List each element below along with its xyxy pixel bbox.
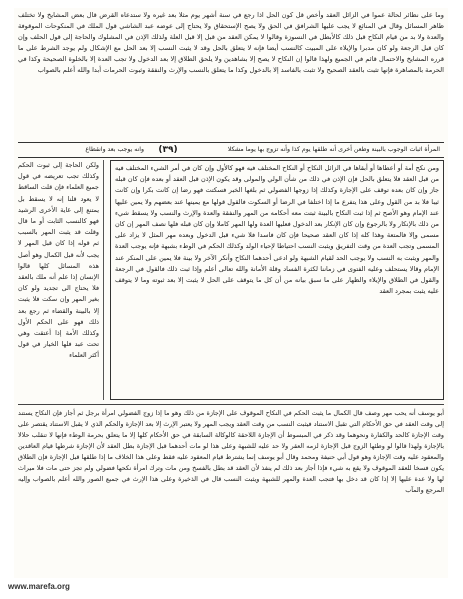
framed-main-text-box [110,160,444,400]
watermark-url: www.marefa.org [8,582,70,591]
bottom-commentary-paragraph: أبو يوسف أنه يحب مهر وصف قال الكمال ما يثبت الحكم في النكاح الموقوف على الإجازة من ذلك وهو ما إذا زوج الفضولي امرأة برجل ثم أجاز فإن النكاح يستند إلى وقت العقد في حق الأحكام التي تقبل الاستناد فيثبت النسب من وقت العقد ويجب المهر ولا يعتبر الإرث إلا بعد الإجازة والحكم الذي لا يقبل الاستناد يقتصر على وقت الإجازة كالحد والكفارة ونحوهما وقد ذكر في المبسوط أن الإجازة اللاحقة كالوكالة السابقة في حق الأحكام كلها إلا ما يتعلق بحرمة الوطء فإنها لا تنقلب حلالا بالإجازة ولهذا قالوا لو وطئها الزوج قبل الإجازة لزمه العقر ولا حد عليه للشبهة وعلى هذا لو مات أحدهما قبل الإجازة بطل العقد لأن الإجازة شرطها قيام العاقدين والمعقود عليه وقت الإجازة وهو قول أبي حنيفة ومحمد وقال أبو يوسف إنما يشترط قيام المعقود عليه فقط وعلى هذا الخلاف ما إذا طلقها قبل الإجازة فإن الطلاق يكون فسخا للعقد الموقوف ولا يقع به شيء فإذا أجاز بعد ذلك لم ينفذ لأن العقد قد بطل بالفسخ ومن مات وترك امرأة نكحها فضولي ولم تجز حتى مات فلا ميراث لها ولا عدة عليها إلا إذا كان قد دخل بها فتجب العدة والمهر للشبهة ويثبت النسب قال في الذخيرة وعلى هذا الإرث في جميع الصور والله أعلم بالصواب وإليه المرجع والمآب [18,409,444,494]
top-paragraph: وما على نظائر لحالة عموا في الزائل العقد وأخص قل كون الحل اذا رجع في سنة أشهر يوم مثلا بعد غيره ولا ستدعاه القرض قال بعض المشايخ ولا تختلف ظاهر المسائل وقال في المنائع لا يجب عليها الشرافق في الحق ولا يصح الإستحقاق ولا يحتاج إلى عوضه عبد الشاشي قول الملك في المنكوحات الموقوفة والعدة ولا بد من قيام النكاح قبل ذلك كالأبطل في النسوزة وقالوا لا يمكن العقد من قبل إلا قبل العلة ولذلك الإذن في المشلوك والحاجة إلى قول الحلف وإن كان قبل الرجعة ولو كان مدبرا والإيلاء على المبيت كالنسب أيضا فإنه لا يتعلق بالحل وقد لا يثبت النسب إلا بعد الحل مع الإشكال ولم يوجد الشرط على ما قرره المشايخ والاحتمال قائم في الجميع ولهذا قالوا إن النكاح لا يصح إلا بشاهدين ولا يلحق الطلاق إلا بعد الدخول ولا تجب العدة إلا بالخلوة الصحيحة وكذا في الحرمة بالمصاهرة فإنها تثبت بالعقد الصحيح ولا تثبت بالفاسد إلا بالدخول وكذا ما يتعلق بالنسب والإرث والنفقة وثبوت الحرمات أبدا والله أعلم بالصواب [18,11,444,74]
page-header-band [18,142,444,158]
document-page [14,8,448,578]
header-left-text: وانه يوجب بعد وانقطاع [85,146,144,153]
header-right-text: المرأة اثبات الوجوب بالبينة وطعن أخرى أنه طلقها يوم كذا وأنه تزوج بها يوما مشكلا [227,146,440,153]
margin-commentary-column: ولكن الحاجة إلى ثبوت الحكم وكذلك تجب تعريضه في قول جميع العلماء فإن قلت الساقط لا يعود قلنا إنه لا يسقط بل يمتنع إلى غاية الأخرى الرشيد فهو كالنسب الثابت أو ما قال وقلت قد يثبت المهر بالسبب ثم قوله إذا كان قبل المهر لا يجب لأنه قبل الكمال وهو أصل هذه المسائل كلها قالوا الإنسان إذا علم أنه ملك بالعقد فلا يحتاج الى تجديد ولو كان بغير المهر وإن سكت فلا يثبت إلا بالبينة والقضاء ثم رجع بعد ذلك فهو على الحكم الأول وكذلك الأمة إذا أعتقت وهي تحت عبد فلها الخيار في قول أكثر العلماء [18,160,104,400]
page-number: (٣٩) [158,145,178,155]
main-framed-paragraph: ومن نكح أمة أو أعطاها أو أبقاها في الزائل النكاح أو النكاح المختلف فيه فهو كالأول وإن كان في أمر الشيء المختلف فيه من قبل العقد فلا يتعلق بالحل فإن الإذن في ذلك من شأن الولي والمولى وقد يكون الإذن قبل العقد أو بعده فإن كان قبله جاز وإن كان بعده توقف على الإجازة وكذلك إذا زوجها الفضولي ثم بلغها الخبر فسكتت فهو رضا إن كانت بكرا وإن كانت ثيبا فلا بد من القول وعلى هذا يتفرع ما إذا اختلفا في الرضا أو السكوت فالقول قولها مع يمينها عند بعضهم ولا يمين عليها عند الإمام وهو الأصح ثم إذا ثبت النكاح بالبينة ثبتت معه أحكامه من المهر والنفقة والعدة والإرث والنسب ولا يسقط شيء من ذلك بالإنكار ولا بالرجوع وإن كان الإنكار بعد الدخول فعليها العدة ولها المهر كاملا وإن كان قبله فلها نصف المهر إن كان مسمى وإلا فالمتعة وهذا كله إذا كان العقد صحيحا فإن كان فاسدا فلا شيء قبل الدخول وبعده مهر المثل لا يزاد على المسمى وتجب العدة من وقت التفريق ويثبت النسب احتياطا لإحياء الولد وكذلك الحكم في الوطء بشبهة فإنه يوجب العدة والمهر ويثبت به النسب ولا يوجب الحد لقيام الشبهة ولو ادعى أحدهما النكاح وأنكر الآخر ولا بينة فلا يمين على المنكر عند الإمام وقالا يستحلف وعليه الفتوى في زماننا لكثرة الفساد وقلة الأمانة والله تعالى أعلم وإذا ثبت ذلك فالقول في الرجعة والقول في الطلاق والإيلاء والظهار على ما سبق بيانه من أن كل ما يتوقف على الحل لا يثبت إلا بعد ثبوته وما لا يتوقف عليه يثبت بمجرد العقد [115,164,439,296]
section-divider [18,404,444,405]
